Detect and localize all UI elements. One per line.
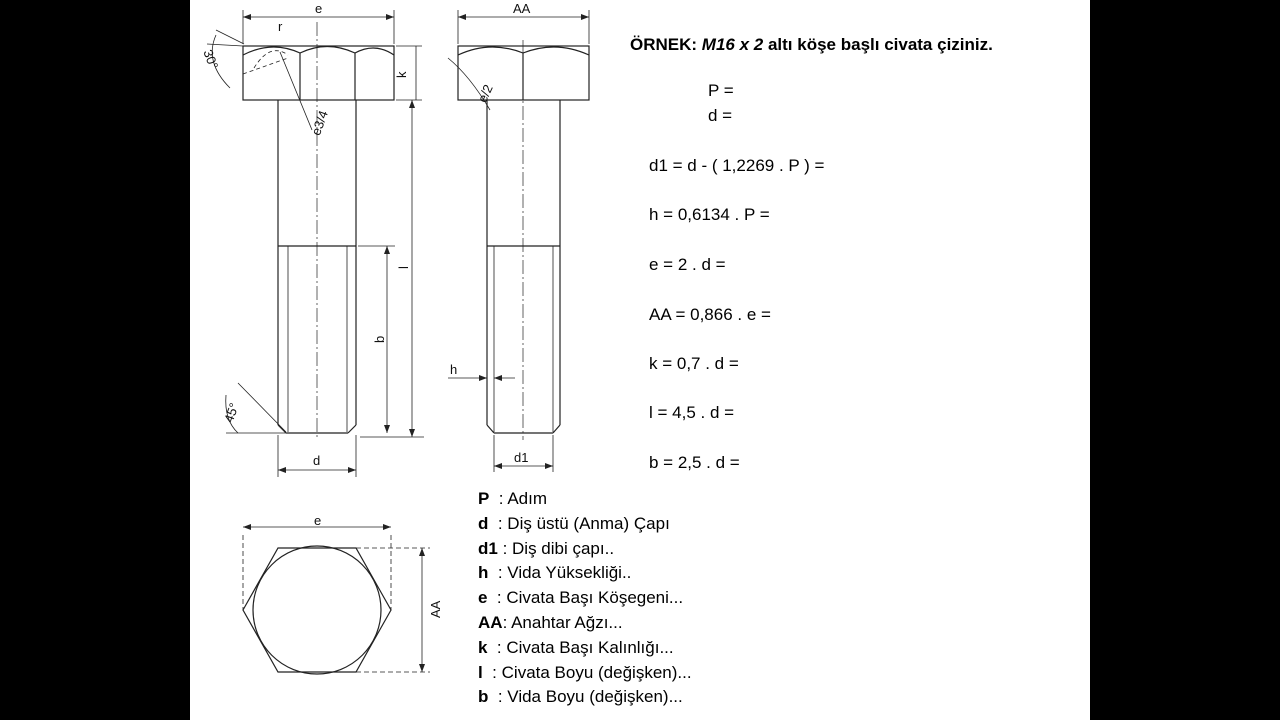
example-task: altı köşe başlı civata çiziniz. — [767, 35, 993, 54]
e-three-quarter-label: e3/4 — [308, 108, 331, 138]
k-label: k — [394, 71, 409, 78]
formula-e: e = 2 . d = — [649, 255, 726, 274]
l-label: l — [396, 266, 411, 269]
legend-row-l: l : Civata Boyu (değişken)... — [478, 662, 692, 682]
side-view — [448, 10, 589, 472]
formula-d1: d1 = d - ( 1,2269 . P ) = — [649, 156, 825, 175]
b-label: b — [372, 335, 387, 343]
formula-b: b = 2,5 . d = — [649, 453, 740, 472]
legend-row-aa: AA: Anahtar Ağzı... — [478, 612, 623, 632]
h-label: h — [450, 362, 458, 377]
slide — [190, 0, 1090, 720]
top-view — [243, 524, 430, 674]
angle-45-label: 45° — [220, 400, 242, 425]
bolt-spec: M16 x 2 — [701, 35, 764, 54]
legend-row-d: d : Diş üstü (Anma) Çapı — [478, 513, 670, 533]
d-label: d — [313, 453, 321, 468]
d1-label: d1 — [514, 450, 529, 465]
legend-row-d1: d1 : Diş dibi çapı.. — [478, 538, 615, 558]
symbol-legend — [478, 487, 692, 710]
side-aa-label: AA — [513, 1, 531, 16]
angle-30-label: 30° — [200, 47, 222, 72]
formula-d: d = — [708, 106, 733, 125]
formula-k: k = 0,7 . d = — [649, 354, 739, 373]
legend-row-b: b : Vida Boyu (değişken)... — [478, 687, 683, 707]
legend-row-e: e : Civata Başı Köşegeni... — [478, 588, 684, 608]
legend-row-p: P : Adım — [478, 489, 547, 508]
front-e-label: e — [315, 1, 323, 16]
formula-l: l = 4,5 . d = — [649, 403, 735, 422]
legend-row-k: k : Civata Başı Kalınlığı... — [478, 637, 674, 657]
r-label: r — [278, 19, 283, 34]
formula-aa: AA = 0,866 . e = — [649, 305, 771, 324]
legend-row-h: h : Vida Yüksekliği.. — [478, 563, 632, 583]
example-label: ÖRNEK: — [630, 35, 698, 54]
top-e-label: e — [314, 513, 322, 528]
formula-h: h = 0,6134 . P = — [649, 205, 770, 224]
example-title — [630, 35, 993, 55]
formula-p: P = — [708, 81, 734, 100]
e-half-label: e/2 — [474, 82, 496, 105]
top-aa-label: AA — [428, 600, 443, 618]
